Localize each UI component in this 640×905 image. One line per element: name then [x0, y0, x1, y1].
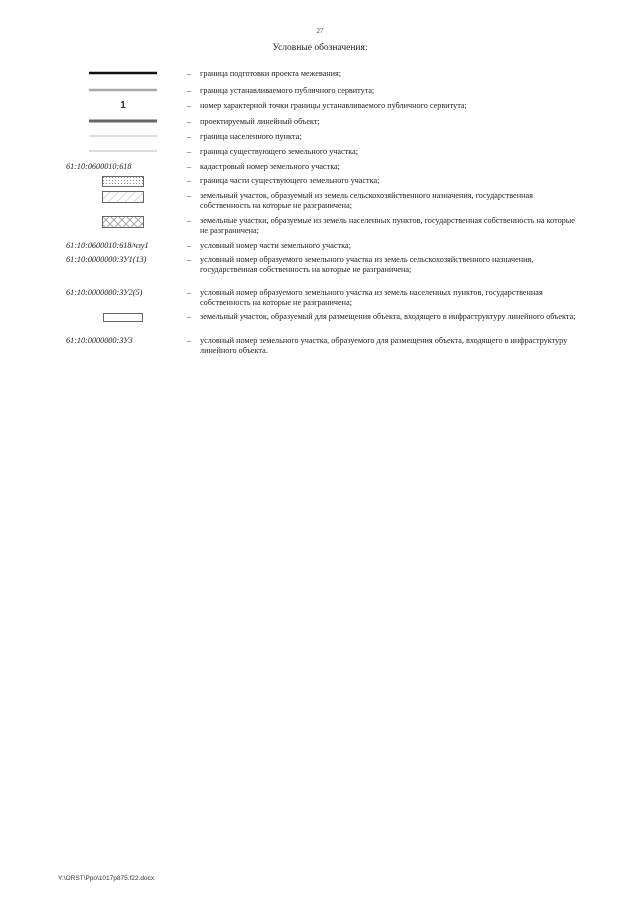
legend-item [58, 132, 578, 144]
legend-text: земельный участок, образуемый для размещения объекта, входящего в инфраструктуру линейного объекта; [200, 312, 576, 321]
legend-symbol-plot-part [58, 176, 188, 187]
legend-symbol-zu2-number: 61:10:0000000:ЗУ2(5) [66, 288, 143, 297]
dash: – [186, 255, 192, 264]
legend-symbol-existing-plot-boundary [58, 147, 188, 155]
plain-box-icon [103, 313, 143, 322]
legend-symbol-settlement-plots [58, 216, 188, 228]
legend-symbol-zu1-number: 61:10:0000000:ЗУ1(13) [66, 255, 147, 264]
footer-file-path: Y:\ORST\Ppo\1017p875.f22.docx [58, 875, 155, 882]
legend-item [58, 288, 578, 309]
dash: – [186, 132, 192, 141]
legend-text: условный номер земельного участка, образуемого для размещения объекта, входящего в инфраструктуру линейного объекта. [200, 336, 568, 355]
dash: – [186, 117, 192, 126]
dash: – [186, 288, 192, 297]
legend-item [58, 191, 578, 211]
legend-item [58, 117, 578, 129]
page-number: 27 [316, 27, 324, 35]
legend-title: Условные обозначения: [272, 43, 368, 53]
dash: – [186, 216, 192, 225]
legend-item [58, 336, 578, 357]
dash: – [186, 69, 192, 78]
legend-symbol-point-number: 1 [120, 100, 126, 111]
dash: – [186, 162, 192, 171]
legend-item [58, 312, 578, 333]
legend-text: условный номер образуемого земельного участка из земель населенных пунктов, государственная собственность на которые не разграничена; [200, 288, 543, 307]
legend-item [58, 69, 578, 81]
dash: – [186, 101, 192, 110]
legend-symbol-part-number: 61:10:0600010:618/чзу1 [66, 241, 149, 250]
dash: – [186, 86, 192, 95]
legend-list [58, 69, 578, 357]
legend-item [58, 162, 578, 174]
legend-item [58, 101, 578, 114]
legend-text: граница подготовки проекта межевания; [200, 69, 342, 78]
legend-text: кадастровый номер земельного участка; [200, 162, 340, 171]
legend-item [58, 176, 578, 188]
legend-text: граница существующего земельного участка; [200, 147, 359, 156]
legend-text: условный номер части земельного участка; [200, 241, 351, 250]
dash: – [186, 312, 192, 321]
dash: – [186, 147, 192, 156]
legend-item [58, 216, 578, 236]
legend-text: проектируемый линейный объект; [200, 117, 320, 126]
legend-text: граница части существующего земельного участка; [200, 176, 380, 185]
legend-symbol-zu3-number: 61:10:0000000:ЗУ3 [66, 336, 133, 345]
legend-text: номер характерной точки границы устанавливаемого публичного сервитута; [200, 101, 467, 110]
dash: – [186, 241, 192, 250]
legend-text: граница населенного пункта; [200, 132, 302, 141]
dash: – [186, 176, 192, 185]
legend-text: граница устанавливаемого публичного сервитута; [200, 86, 375, 95]
legend-symbol-cadastral-number: 61:10:0600010:618 [66, 162, 132, 171]
legend-symbol-project-boundary [58, 69, 188, 77]
legend-symbol-agricultural-plot [58, 191, 188, 203]
legend-text: земельные участки, образуемые из земель населенных пунктов, государственная собственность на которые не разграничена; [200, 216, 575, 235]
legend-text: условный номер образуемого земельного участка из земель сельскохозяйственного назначения, государственная собственность на которые не разграничена; [200, 255, 534, 274]
legend-symbol-servitude-boundary [58, 86, 188, 94]
legend-item [58, 255, 578, 286]
legend-symbol-infrastructure-plot [58, 312, 188, 322]
dash: – [186, 191, 192, 200]
legend-item [58, 147, 578, 159]
legend-text: земельный участок, образуемый из земель сельскохозяйственного назначения, государственная собственность на которые не разграничена; [200, 191, 533, 210]
legend-item [58, 241, 578, 253]
legend-symbol-settlement-boundary [58, 132, 188, 140]
legend-symbol-linear-object [58, 117, 188, 125]
dash: – [186, 336, 192, 345]
legend-item [58, 86, 578, 98]
